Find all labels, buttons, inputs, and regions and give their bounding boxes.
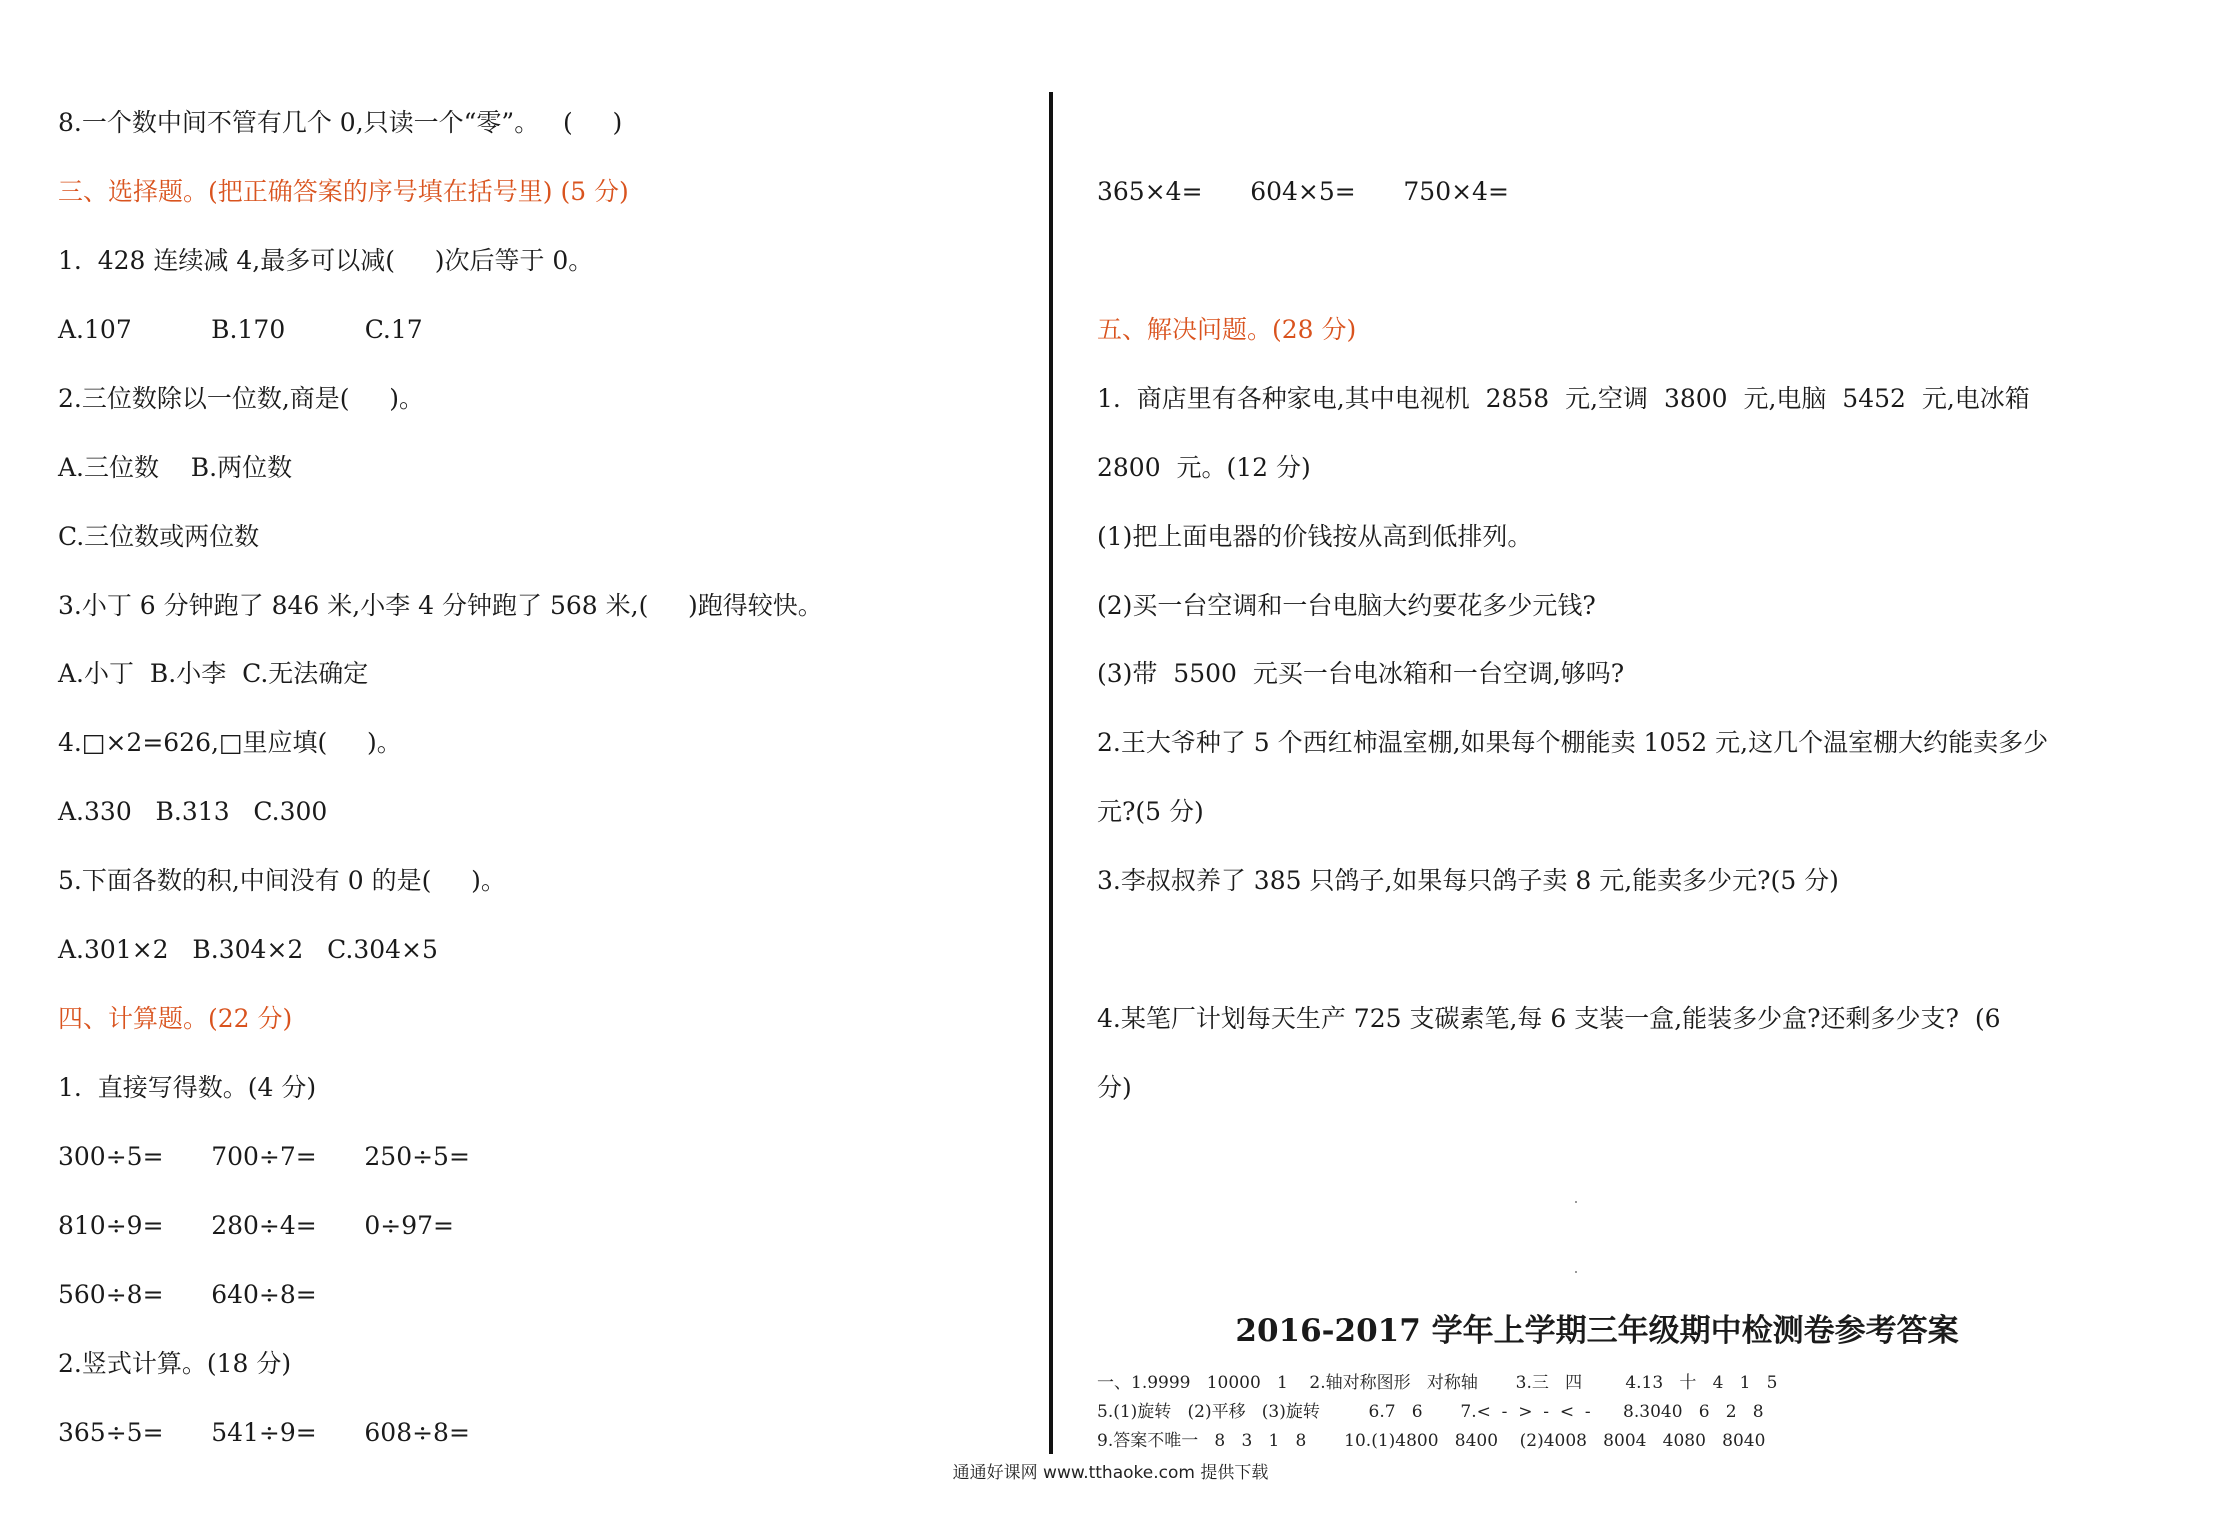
choice-question-1: 1. 428 连续减 4,最多可以减( )次后等于 0。: [58, 246, 594, 275]
calc-question-2: 2.竖式计算。(18 分): [58, 1349, 292, 1378]
problem-2-line-1: 2.王大爷种了 5 个西红柿温室棚,如果每个棚能卖 1052 元,这几个温室棚大约能卖多少: [1097, 728, 2049, 757]
answer-line-1: 一、1.9999 10000 1 2.轴对称图形 对称轴 3.三 四 4.13 十 4 1 5: [1097, 1373, 1778, 1393]
choice-question-3-options: A.小丁 B.小李 C.无法确定: [58, 659, 369, 688]
choice-question-3: 3.小丁 6 分钟跑了 846 米,小李 4 分钟跑了 568 米,( )跑得较快。: [58, 591, 823, 620]
calc-vertical-row-2: 365×4= 604×5= 750×4=: [1097, 177, 1509, 206]
problem-3: 3.李叔叔养了 385 只鸽子,如果每只鸽子卖 8 元,能卖多少元?(5 分): [1097, 866, 1839, 895]
problem-4-line-1: 4.某笔厂计划每天生产 725 支碳素笔,每 6 支装一盒,能装多少盒?还剩多少支? (6: [1097, 1004, 2001, 1033]
problem-4-line-2: 分): [1097, 1073, 1132, 1102]
problem-2-line-2: 元?(5 分): [1097, 797, 1204, 826]
problem-1-part-a: (1)把上面电器的价钱按从高到低排列。: [1097, 522, 1533, 551]
calc-row-2: 810÷9= 280÷4= 0÷97=: [58, 1211, 455, 1240]
calc-question-1: 1. 直接写得数。(4 分): [58, 1073, 317, 1102]
choice-question-4: 4.□×2=626,□里应填( )。: [58, 728, 402, 757]
choice-question-5: 5.下面各数的积,中间没有 0 的是( )。: [58, 866, 506, 895]
choice-question-2-options: A.三位数 B.两位数: [58, 453, 293, 482]
section-3-heading: 三、选择题。(把正确答案的序号填在括号里) (5 分): [58, 177, 629, 206]
column-divider: [1049, 92, 1053, 1454]
footer-source: 通通好课网 www.tthaoke.com 提供下载: [952, 1463, 1269, 1483]
answer-line-2: 5.(1)旋转 (2)平移 (3)旋转 6.7 6 7.< - > - < - 8.3040 6 2 8: [1097, 1402, 1764, 1422]
problem-1-part-c: (3)带 5500 元买一台电冰箱和一台空调,够吗?: [1097, 659, 1625, 688]
answer-line-3: 9.答案不唯一 8 3 1 8 10.(1)4800 8400 (2)4008 8004 4080 8040: [1097, 1431, 1766, 1451]
problem-1-line-2: 2800 元。(12 分): [1097, 453, 1311, 482]
choice-question-1-options: A.107 B.170 C.17: [58, 315, 423, 344]
choice-question-5-options: A.301×2 B.304×2 C.304×5: [58, 935, 438, 964]
calc-row-1: 300÷5= 700÷7= 250÷5=: [58, 1142, 470, 1171]
section-5-heading: 五、解决问题。(28 分): [1097, 315, 1357, 344]
calc-row-3: 560÷8= 640÷8=: [58, 1280, 317, 1309]
section-4-heading: 四、计算题。(22 分): [58, 1004, 293, 1033]
calc-vertical-row-1: 365÷5= 541÷9= 608÷8=: [58, 1418, 470, 1447]
answer-key-title: 2016-2017 学年上学期三年级期中检测卷参考答案: [1235, 1313, 1959, 1349]
choice-question-2: 2.三位数除以一位数,商是( )。: [58, 384, 425, 413]
stray-dot: [1575, 1201, 1577, 1203]
problem-1-line-1: 1. 商店里有各种家电,其中电视机 2858 元,空调 3800 元,电脑 5452 元,电冰箱: [1097, 384, 2030, 413]
stray-dot: [1575, 1271, 1577, 1273]
choice-question-4-options: A.330 B.313 C.300: [58, 797, 328, 826]
choice-question-2-option-c: C.三位数或两位数: [58, 522, 260, 551]
problem-1-part-b: (2)买一台空调和一台电脑大约要花多少元钱?: [1097, 591, 1596, 620]
question-8: 8.一个数中间不管有几个 0,只读一个“零”。 ( ): [58, 108, 623, 137]
